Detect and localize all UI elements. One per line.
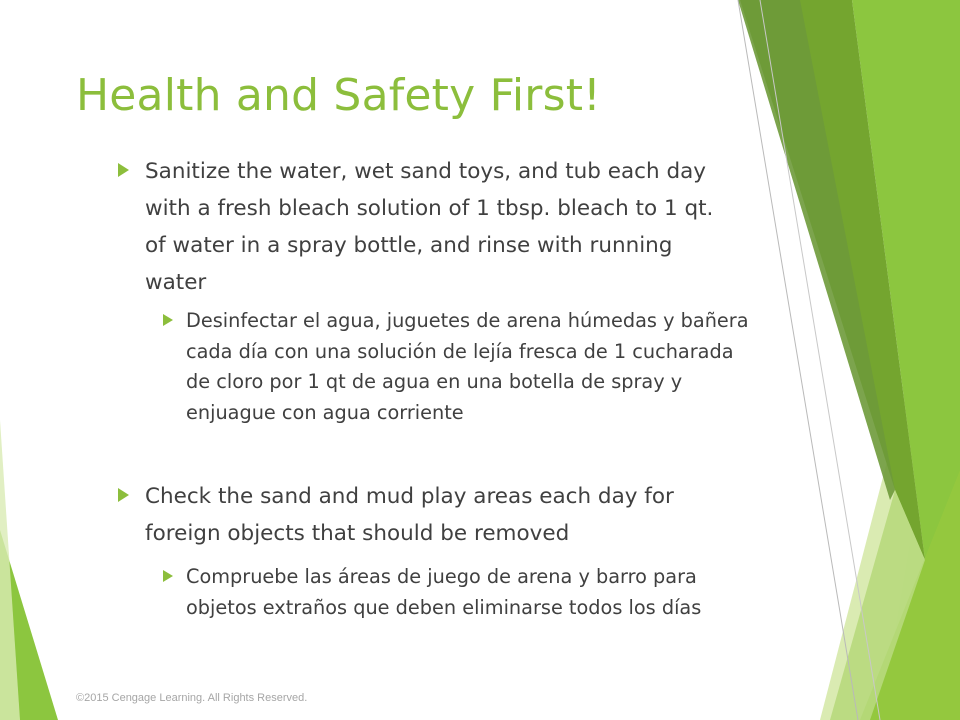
bullet-arrow-icon — [163, 314, 173, 326]
sub-bullet-compruebe — [163, 562, 763, 623]
sub-bullet-desinfectar — [163, 306, 763, 428]
bullet-text: Check the sand and mud play areas each day for foreign objects that should be removed — [145, 484, 674, 546]
facet-left-light — [0, 420, 20, 720]
slide-title: Health and Safety First! — [76, 70, 602, 121]
bullet-arrow-icon — [118, 488, 129, 502]
bullet-text: Sanitize the water, wet sand toys, and tub each day with a fresh bleach solution of 1 tbsp. bleach to 1 qt. of water in a spray bottle, and rinse with running water — [145, 159, 714, 295]
bullet-sanitize — [118, 153, 738, 301]
bullet-arrow-icon — [163, 570, 173, 582]
copyright-footer: ©2015 Cengage Learning. All Rights Reserved. — [76, 692, 308, 704]
sub-bullet-text: Compruebe las áreas de juego de arena y barro para objetos extraños que deben eliminarse todos los días — [186, 565, 702, 619]
bullet-check-sand — [118, 478, 738, 552]
sub-bullet-text: Desinfectar el agua, juguetes de arena húmedas y bañera cada día con una solución de lejía fresca de 1 cucharada de cloro por 1 qt de agua en una botella de spray y enjuague con agua corriente — [186, 309, 749, 424]
bullet-arrow-icon — [118, 163, 129, 177]
